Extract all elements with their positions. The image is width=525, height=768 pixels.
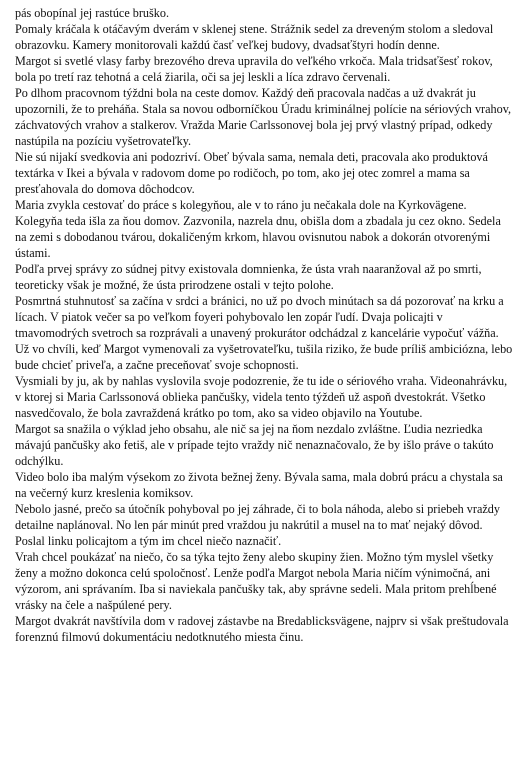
text-column: [15, 5, 515, 645]
paragraph: Vysmiali by ju, ak by nahlas vyslovila svoje podozrenie, že tu ide o sériového vraha. Videonahrávku, v ktorej si Maria Carlssonová oblieka pančušky, videla tento týždeň už aspoň dvestokrát. Všetko nasvedčovalo, že bola zavraždená krátko po tom, ako sa video objavilo na Youtube.: [15, 374, 508, 420]
paragraph: Podľa prvej správy zo súdnej pitvy existovala domnienka, že ústa vrah naaranžoval až po smrti, teoreticky však je možné, že ústa prirodzene ostali v tejto polohe.: [15, 262, 482, 292]
paragraph: Už vo chvíli, keď Margot vymenovali za vyšetrovateľku, tušila riziko, že bude príliš ambiciózna, lebo bude chcieť priveľa, a začne preceňovať svoje schopnosti.: [15, 342, 513, 372]
paragraph: Nie sú nijakí svedkovia ani podozriví. Obeť bývala sama, nemala deti, pracovala ako produktová textárka v Ikei a bývala v radovom dome po rodičoch, po tom, ako jej otec zomrel a mama sa presťahovala do domova dôchodcov.: [15, 150, 488, 196]
paragraph: Vrah chcel poukázať na niečo, čo sa týka tejto ženy alebo skupiny žien. Možno tým myslel všetky ženy a možno dokonca celú spoločnosť. Lenže podľa Margot nebola Maria ničím výnimočná, ani výzorom, ani správaním. Iba si naviekala pančušky tak, aby správne sedeli. Mala pritom prehĺbené vrásky na čele a našpúlené pery.: [15, 550, 497, 612]
paragraph: Margot si svetlé vlasy farby brezového dreva upravila do veľkého vrkoča. Mala tridsaťšesť rokov, bola po tretí raz tehotná a celá žiarila, oči sa jej leskli a líca zdravo červenali.: [15, 54, 493, 84]
paragraph: Pomaly kráčala k otáčavým dverám v sklenej stene. Strážnik sedel za dreveným stolom a sledoval obrazovku. Kamery monitorovali každú časť veľkej budovy, dvadsaťštyri hodín denne.: [15, 22, 494, 52]
paragraph: Po dlhom pracovnom týždni bola na ceste domov. Každý deň pracovala nadčas a už dvakrát ju upozornili, že to preháňa. Stala sa novou odborníčkou Úradu kriminálnej polície na sériových vrahov, záchvatových vrahov a stalkerov. Vražda Marie Carlssonovej bola jej prvý vlastný prípad, odkedy nastúpila na pozíciu vyšetrovateľky.: [15, 86, 512, 148]
paragraph: Margot dvakrát navštívila dom v radovej zástavbe na Bredablicksvägene, najprv si však preštudovala forenznú filmovú dokumentáciu nedotknutého miesta činu.: [15, 614, 509, 644]
paragraph: Nebolo jasné, prečo sa útočník pohyboval po jej záhrade, či to bola náhoda, alebo si priebeh vraždy detailne naplánoval. No len pár minút pred vraždou ju nakrútil a musel na to mať nejaký dôvod.: [15, 502, 500, 532]
paragraph: Poslal linku policajtom a tým im chcel niečo naznačiť.: [15, 534, 282, 548]
paragraph: Margot sa snažila o výklad jeho obsahu, ale nič sa jej na ňom nezdalo zvláštne. Ľudia nezriedka mávajú pančušky ako fetiš, ale v prípade tejto vraždy nič nenaznačovalo, že by išlo práve o takúto odchýlku.: [15, 422, 494, 468]
paragraph: pás obopínal jej rastúce bruško.: [15, 6, 169, 20]
paragraph: Posmrtná stuhnutosť sa začína v srdci a bránici, no už po dvoch minútach sa dá pozorovať na krku a lícach. V piatok večer sa po veľkom foyeri pohybovalo len zopár ľudí. Dvaja policajti v tmavomodrých svetroch sa rozprávali a unavený prokurátor odchádzal z kancelárie vypočuť vážňa.: [15, 294, 504, 340]
paragraph: Video bolo iba malým výsekom zo života bežnej ženy. Bývala sama, mala dobrú prácu a chystala sa na večerný kurz kreslenia komiksov.: [15, 470, 503, 500]
paragraph: Maria zvykla cestovať do práce s kolegyňou, ale v to ráno ju nečakala dole na Kyrkovägene. Kolegyňa teda išla za ňou domov. Zazvonila, nazrela dnu, obišla dom a zbadala ju cez okno. Sedela na zemi s dobodanou tvárou, dokaličeným krkom, hlavou ovisnutou nabok a dokorán otvorenými ústami.: [15, 198, 501, 260]
